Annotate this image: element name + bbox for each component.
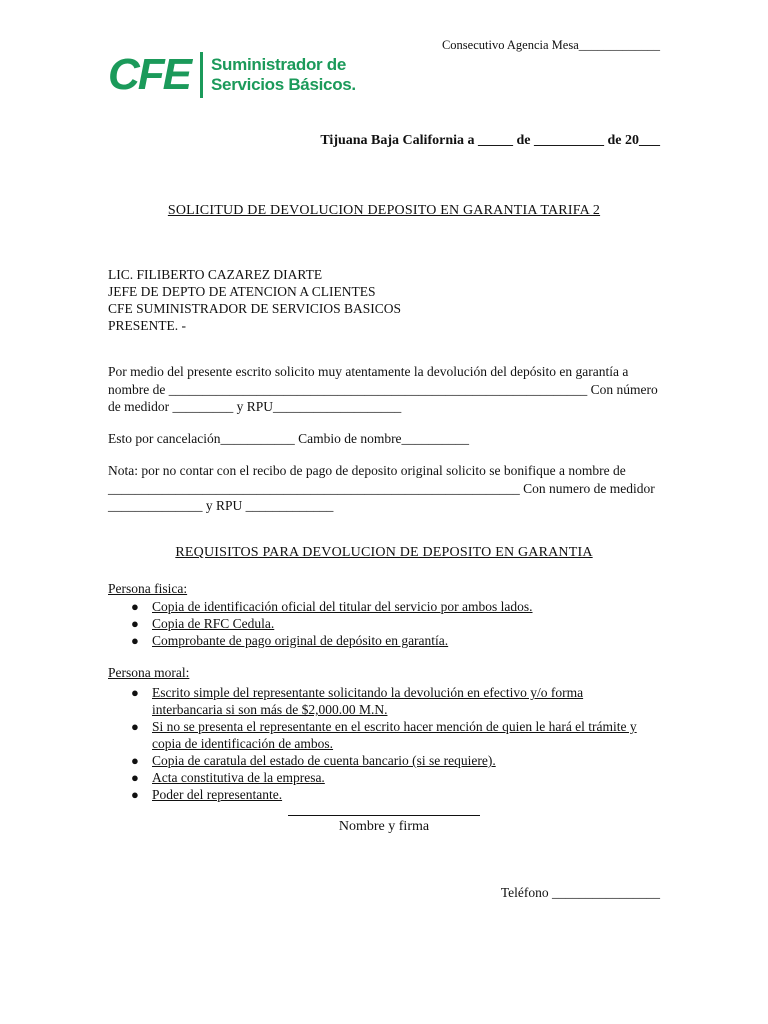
bullet-icon: ● — [131, 685, 139, 700]
logo-wordmark-line1: Suministrador de — [211, 55, 347, 74]
persona-fisica-list — [108, 598, 533, 649]
document-title: SOLICITUD DE DEVOLUCION DEPOSITO EN GARANTIA TARIFA 2 — [167, 203, 601, 218]
list-item — [108, 718, 637, 735]
addressee-position: JEFE DE DEPTO DE ATENCION A CLIENTES — [108, 284, 376, 299]
request-paragraph: Por medio del presente escrito solicito muy atentamente la devolución del depósito en garantía a nombre de ______________________________________________________________ Con número de medidor _________ y RPU___________________ — [108, 364, 658, 414]
date-line: Tijuana Baja California a _____ de __________ de 20___ — [320, 133, 660, 148]
bullet-icon: ● — [131, 633, 139, 648]
requirements-heading: REQUISITOS PARA DEVOLUCION DE DEPOSITO EN GARANTIA — [175, 545, 593, 560]
list-item-continuation — [108, 735, 637, 752]
list-item-text: Copia de caratula del estado de cuenta bancario (si se requiere). — [152, 753, 496, 768]
bullet-icon: ● — [131, 616, 139, 631]
list-item-text: interbancaria si son más de $2,000.00 M.N. — [152, 702, 388, 717]
addressee-name: LIC. FILIBERTO CAZAREZ DIARTE — [108, 267, 323, 282]
persona-moral-list — [108, 684, 637, 803]
addressee-block — [108, 266, 401, 334]
signature-label: Nombre y firma — [338, 819, 430, 834]
bullet-icon: ● — [131, 770, 139, 785]
list-item — [108, 769, 637, 786]
bullet-icon: ● — [131, 599, 139, 614]
logo-mark: CFE — [108, 50, 190, 99]
list-item — [108, 632, 533, 649]
cfe-logo — [108, 52, 356, 98]
list-item-continuation — [108, 701, 637, 718]
bullet-icon: ● — [131, 753, 139, 768]
list-item-text: Copia de identificación oficial del titular del servicio por ambos lados. — [152, 599, 533, 614]
bullet-icon: ● — [131, 787, 139, 802]
list-item-text: Copia de RFC Cedula. — [152, 616, 275, 631]
logo-divider — [200, 52, 203, 98]
list-item — [108, 752, 637, 769]
bullet-icon: ● — [131, 719, 139, 734]
phone-field: Teléfono ________________ — [500, 885, 660, 900]
list-item — [108, 684, 637, 701]
addressee-company: CFE SUMINISTRADOR DE SERVICIOS BASICOS — [108, 301, 401, 316]
logo-wordmark-line2: Servicios Básicos. — [211, 75, 356, 94]
persona-fisica-label: Persona fisica: — [108, 581, 188, 596]
list-item — [108, 615, 533, 632]
list-item-text: Poder del representante. — [152, 787, 283, 802]
list-item-text: Escrito simple del representante solicitando la devolución en efectivo y/o forma — [152, 685, 584, 700]
list-item-text: Comprobante de pago original de depósito en garantía. — [152, 633, 449, 648]
addressee-presente: PRESENTE. - — [108, 318, 187, 333]
consecutivo-agencia-field: Consecutivo Agencia Mesa_____________ — [441, 38, 660, 52]
cancellation-line: Esto por cancelación___________ Cambio de nombre__________ — [108, 431, 470, 446]
list-item — [108, 598, 533, 615]
list-item-text: Acta constitutiva de la empresa. — [152, 770, 325, 785]
list-item — [108, 786, 637, 803]
logo-wordmark — [211, 55, 356, 95]
list-item-text: Si no se presenta el representante en el escrito hacer mención de quien le hará el trámite y — [152, 719, 637, 734]
list-item-text: copia de identificación de ambos. — [152, 736, 334, 751]
signature-line — [288, 815, 480, 816]
note-paragraph: Nota: por no contar con el recibo de pago de deposito original solicito se bonifique a nombre de _____________________________________________________________ Con numero de medidor ______________ y RPU _____________ — [108, 463, 655, 513]
persona-moral-label: Persona moral: — [108, 665, 190, 680]
